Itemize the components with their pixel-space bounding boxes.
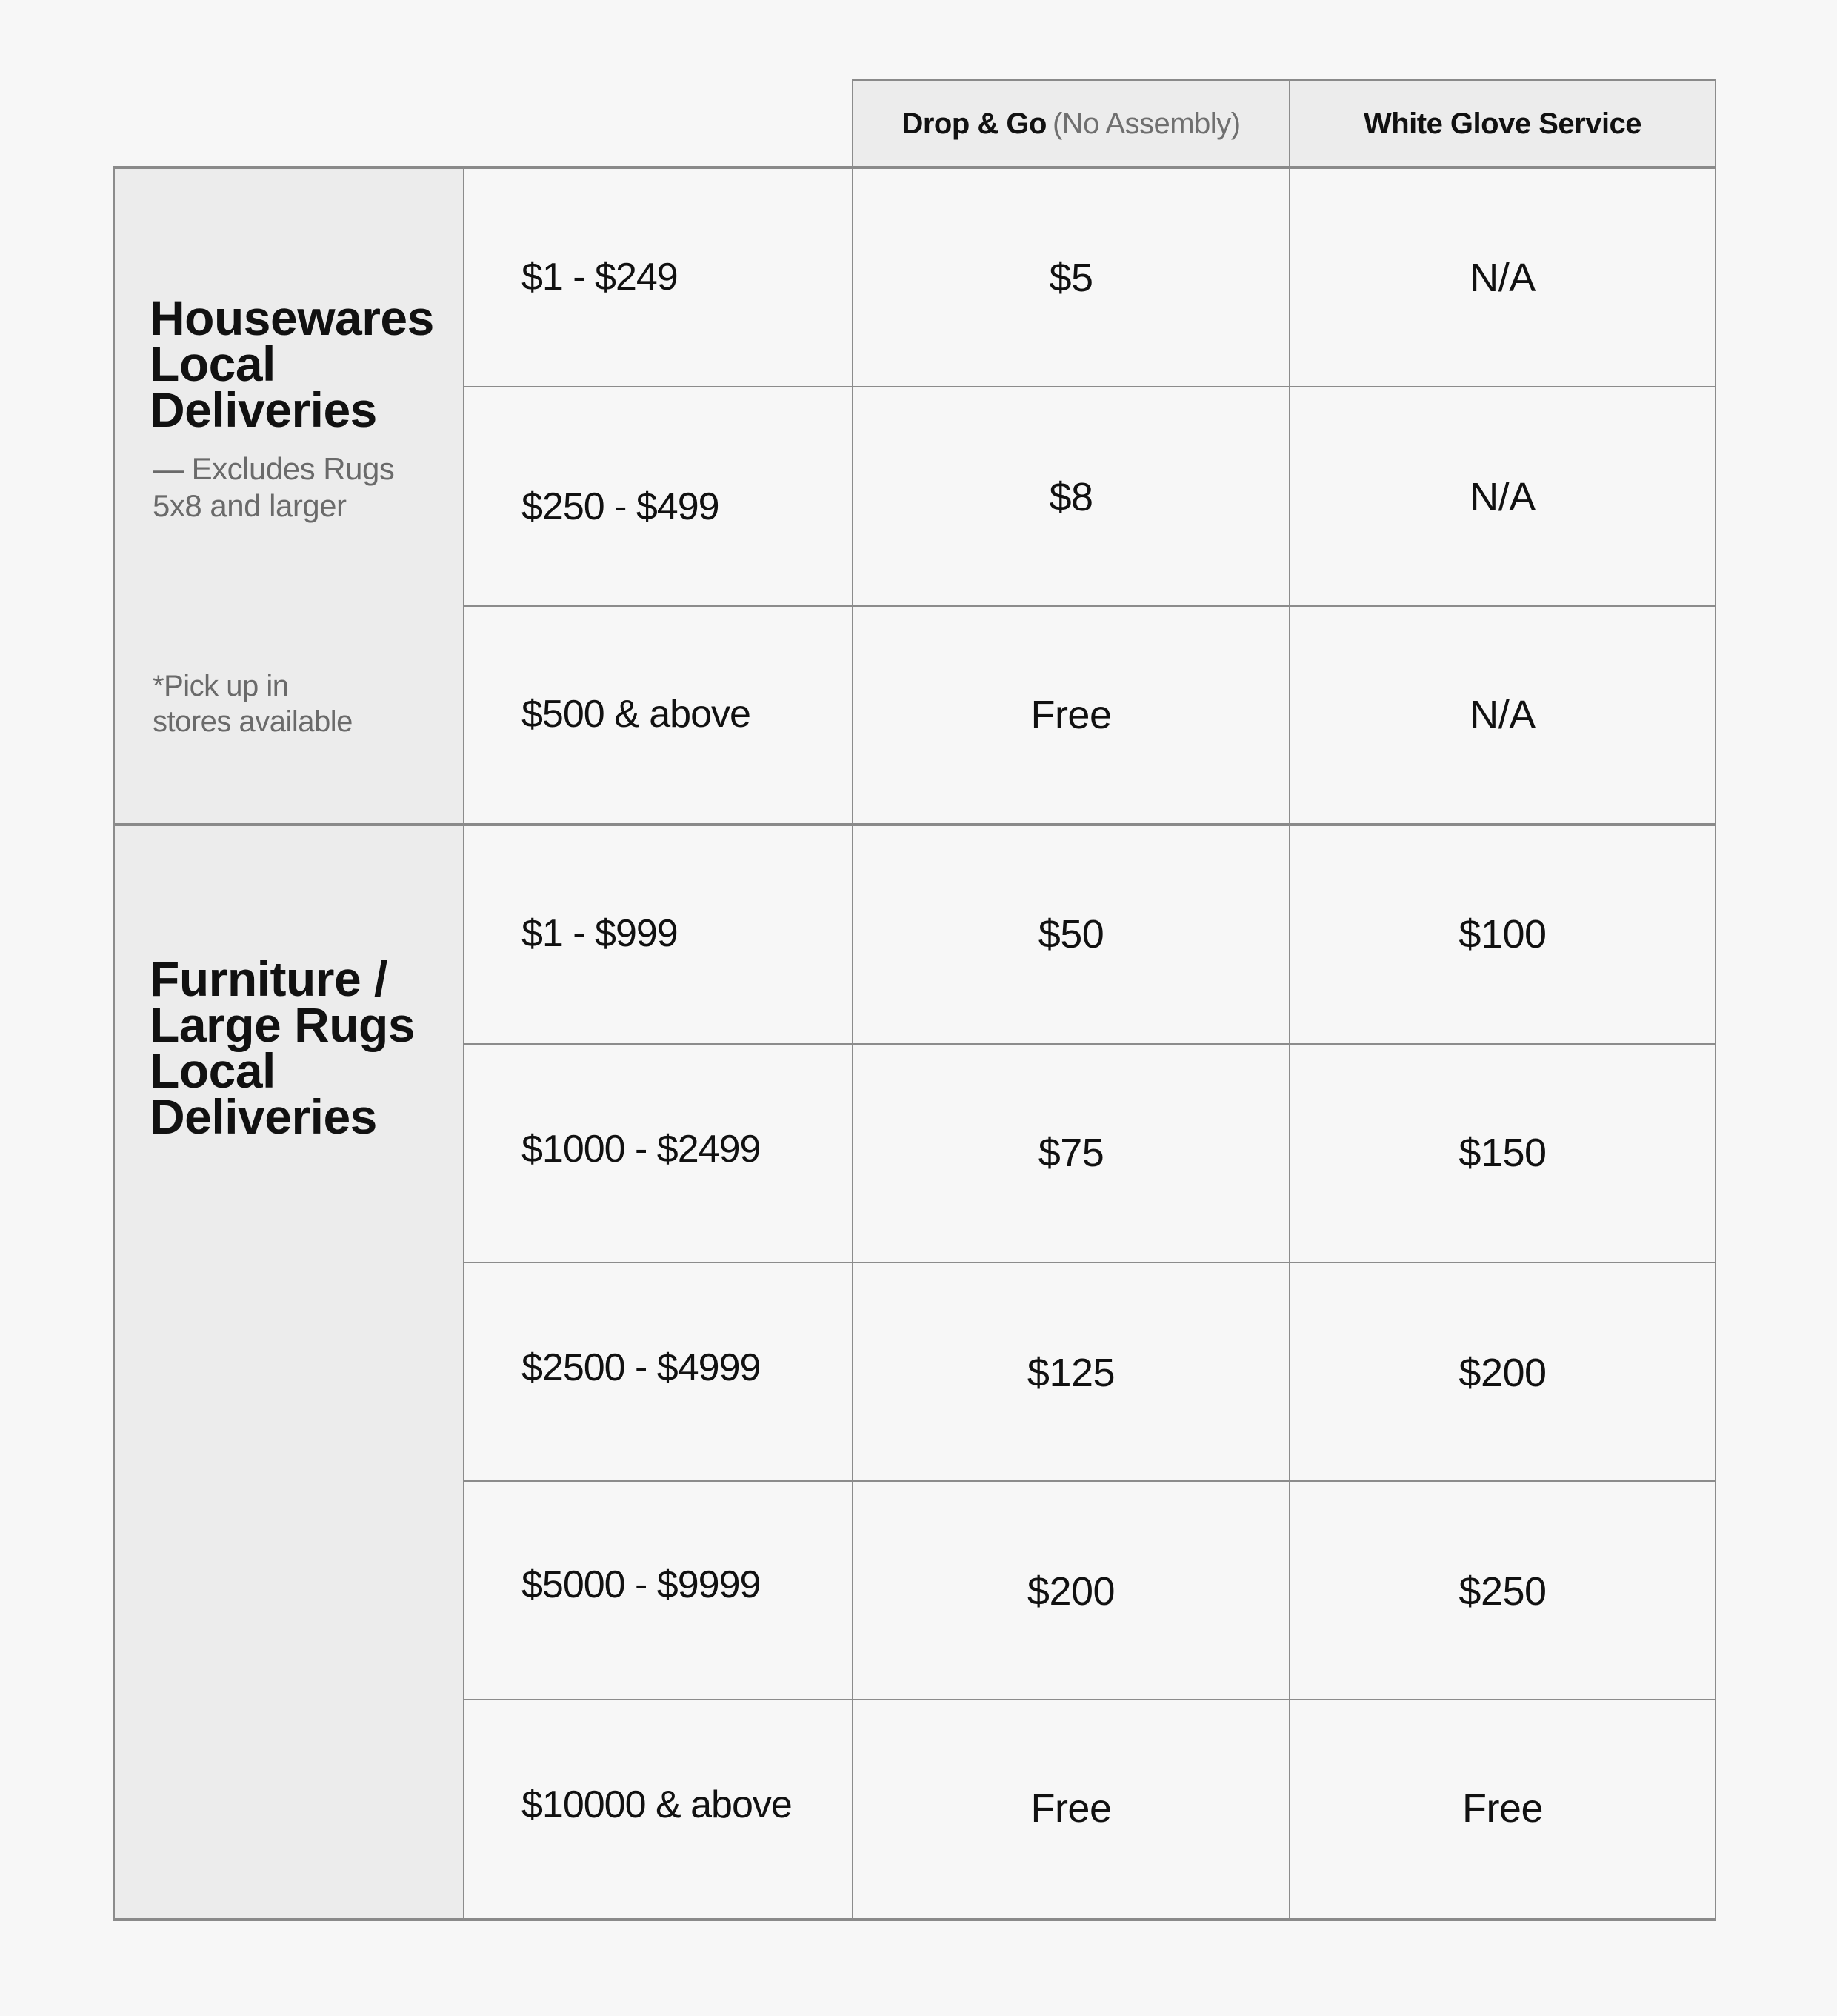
drop-and-go-price: $125 xyxy=(1027,1351,1116,1395)
price-range: $1 - $249 xyxy=(521,256,678,299)
table-right-border xyxy=(1715,167,1716,1920)
white-glove-price: $200 xyxy=(1458,1351,1547,1395)
housewares-title xyxy=(150,290,434,437)
furniture-title-line1: Furniture / xyxy=(150,951,387,1006)
drop-and-go-price: $50 xyxy=(1038,912,1104,957)
housewares-pickup-line2: stores available xyxy=(153,705,353,738)
drop-and-go-cell xyxy=(853,825,1290,1044)
column-divider xyxy=(463,167,464,1920)
column-divider xyxy=(852,167,853,1920)
header-left-border xyxy=(852,79,853,167)
white-glove-cell xyxy=(1290,1044,1716,1263)
table-row xyxy=(464,1700,1716,1920)
table-row xyxy=(464,1263,1716,1481)
housewares-pickup-note xyxy=(153,668,353,739)
header-drop-and-go xyxy=(853,80,1290,167)
housewares-title-line3: Deliveries xyxy=(150,382,377,437)
row-divider xyxy=(464,1262,1716,1263)
white-glove-price: N/A xyxy=(1470,256,1536,300)
price-range: $2500 - $4999 xyxy=(521,1346,761,1389)
header-top-border xyxy=(852,79,1716,81)
housewares-title-line1: Housewares xyxy=(150,290,434,345)
drop-and-go-cell xyxy=(853,1044,1290,1263)
white-glove-cell xyxy=(1290,167,1716,387)
price-range: $500 & above xyxy=(521,693,750,736)
table-top-border xyxy=(113,166,1716,169)
table-row xyxy=(464,387,1716,606)
row-divider xyxy=(464,1699,1716,1700)
price-range: $1000 - $2499 xyxy=(521,1128,761,1171)
white-glove-price: N/A xyxy=(1470,475,1536,519)
drop-and-go-cell xyxy=(853,1263,1290,1481)
white-glove-cell xyxy=(1290,1700,1716,1920)
white-glove-price: N/A xyxy=(1470,693,1536,737)
drop-and-go-price: $5 xyxy=(1049,256,1093,300)
drop-and-go-price: Free xyxy=(1030,693,1112,737)
row-divider xyxy=(464,386,1716,387)
white-glove-price: Free xyxy=(1461,1786,1544,1831)
table-row xyxy=(464,825,1716,1044)
table-row xyxy=(464,606,1716,825)
furniture-category-cell xyxy=(114,825,464,1920)
housewares-category-cell xyxy=(114,167,464,825)
column-divider xyxy=(1289,167,1290,1920)
drop-and-go-price: $75 xyxy=(1038,1131,1104,1175)
white-glove-price: $250 xyxy=(1458,1569,1547,1614)
drop-and-go-cell xyxy=(853,1700,1290,1920)
table-row xyxy=(464,1481,1716,1700)
price-range: $250 - $499 xyxy=(521,485,719,528)
housewares-note-line2: 5x8 and larger xyxy=(153,488,347,523)
furniture-title-line4: Deliveries xyxy=(150,1089,377,1144)
header-drop-and-go-sublabel: (No Assembly) xyxy=(1052,107,1241,140)
drop-and-go-cell xyxy=(853,167,1290,387)
header-right-border xyxy=(1715,79,1716,167)
furniture-title-line3: Local xyxy=(150,1043,276,1098)
price-range: $5000 - $9999 xyxy=(521,1563,761,1606)
header-mid-border xyxy=(1289,79,1290,167)
header-drop-and-go-label: Drop & Go xyxy=(901,107,1047,140)
drop-and-go-price: $8 xyxy=(1049,475,1093,519)
housewares-exclusion-note xyxy=(153,450,394,525)
white-glove-cell xyxy=(1290,825,1716,1044)
drop-and-go-cell xyxy=(853,1481,1290,1700)
white-glove-cell xyxy=(1290,1481,1716,1700)
furniture-title xyxy=(150,951,416,1144)
drop-and-go-cell xyxy=(853,606,1290,825)
price-range: $1 - $999 xyxy=(521,912,678,955)
table-bottom-border xyxy=(113,1918,1716,1921)
row-divider xyxy=(464,1043,1716,1045)
header-white-glove xyxy=(1290,80,1716,167)
white-glove-cell xyxy=(1290,1263,1716,1481)
white-glove-cell xyxy=(1290,606,1716,825)
housewares-title-line2: Local xyxy=(150,336,276,391)
price-range: $10000 & above xyxy=(521,1783,792,1826)
housewares-note-line1: — Excludes Rugs xyxy=(153,451,395,486)
white-glove-price: $150 xyxy=(1458,1131,1547,1175)
drop-and-go-price: Free xyxy=(1030,1786,1112,1831)
row-divider xyxy=(464,605,1716,607)
row-divider xyxy=(464,1480,1716,1482)
table-row xyxy=(464,167,1716,387)
white-glove-price: $100 xyxy=(1458,912,1547,957)
drop-and-go-cell xyxy=(853,387,1290,606)
header-white-glove-label: White Glove Service xyxy=(1363,107,1642,140)
furniture-title-line2: Large Rugs xyxy=(150,997,416,1052)
housewares-pickup-line1: *Pick up in xyxy=(153,670,289,702)
drop-and-go-price: $200 xyxy=(1027,1569,1116,1614)
white-glove-cell xyxy=(1290,387,1716,606)
table-row xyxy=(464,1044,1716,1263)
table-left-border xyxy=(113,167,115,1920)
section-divider xyxy=(113,823,1716,826)
